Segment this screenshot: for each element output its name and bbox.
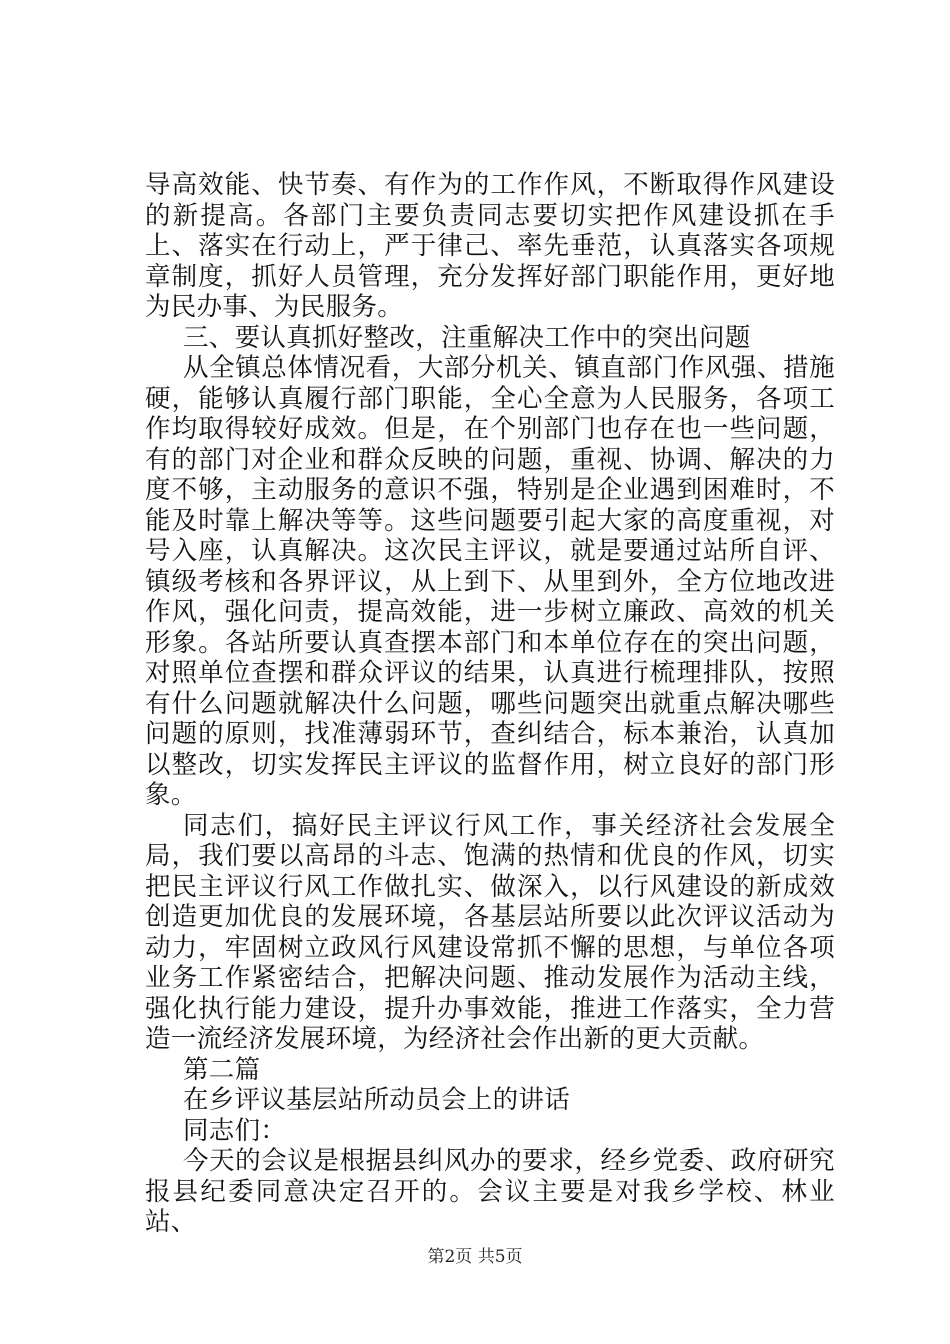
page-footer: 第2页 共5页 <box>427 1247 523 1267</box>
document-body <box>145 170 835 1238</box>
paragraph-comrades-conclusion: 同志们，搞好民主评议行风工作，事关经济社会发展全局，我们要以高昂的斗志、饱满的热情和优良的作风，切实把民主评议行风工作做扎实、做深入，以行风建设的新成效创造更加优良的发展环境，各基层站所要以此次评议活动为动力，牢固树立政风行风建设常抓不懈的思想，与单位各项业务工作紧密结合，把解决问题、推动发展作为活动主线，强化执行能力建设，提升办事效能，推进工作落实，全力营造一流经济发展环境，为经济社会作出新的更大贡献。 <box>145 810 835 1054</box>
paragraph-work-style: 导高效能、快节奏、有作为的工作作风，不断取得作风建设的新提高。各部门主要负责同志要切实把作风建设抓在手上、落实在行动上，严于律己、率先垂范，认真落实各项规章制度，抓好人员管理，充分发挥好部门职能作用，更好地为民办事、为民服务。 <box>145 170 835 322</box>
paragraph-town-situation: 从全镇总体情况看，大部分机关、镇直部门作风强、措施硬，能够认真履行部门职能，全心全意为人民服务，各项工作均取得较好成效。但是，在个别部门也存在也一些问题，有的部门对企业和群众反映的问题，重视、协调、解决的力度不够，主动服务的意识不强，特别是企业遇到困难时，不能及时靠上解决等等。这些问题要引起大家的高度重视，对号入座，认真解决。这次民主评议，就是要通过站所自评、镇级考核和各界评议，从上到下、从里到外，全方位地改进作风，强化问责，提高效能，进一步树立廉政、高效的机关形象。各站所要认真查摆本部门和本单位存在的突出问题，对照单位查摆和群众评议的结果，认真进行梳理排队，按照有什么问题就解决什么问题，哪些问题突出就重点解决哪些问题的原则，找准薄弱环节，查纠结合，标本兼治，认真加以整改，切实发挥民主评议的监督作用，树立良好的部门形象。 <box>145 353 835 810</box>
speech-title: 在乡评议基层站所动员会上的讲话 <box>183 1085 571 1115</box>
chapter-heading-second: 第二篇 <box>183 1054 261 1085</box>
section-heading-rectification: 三、要认真抓好整改，注重解决工作中的突出问题 <box>183 322 751 353</box>
speech-salutation: 同志们： <box>183 1115 287 1146</box>
paragraph-meeting-purpose: 今天的会议是根据县纠风办的要求，经乡党委、政府研究报县纪委同意决定召开的。会议主要是对我乡学校、林业站、 <box>145 1146 835 1237</box>
